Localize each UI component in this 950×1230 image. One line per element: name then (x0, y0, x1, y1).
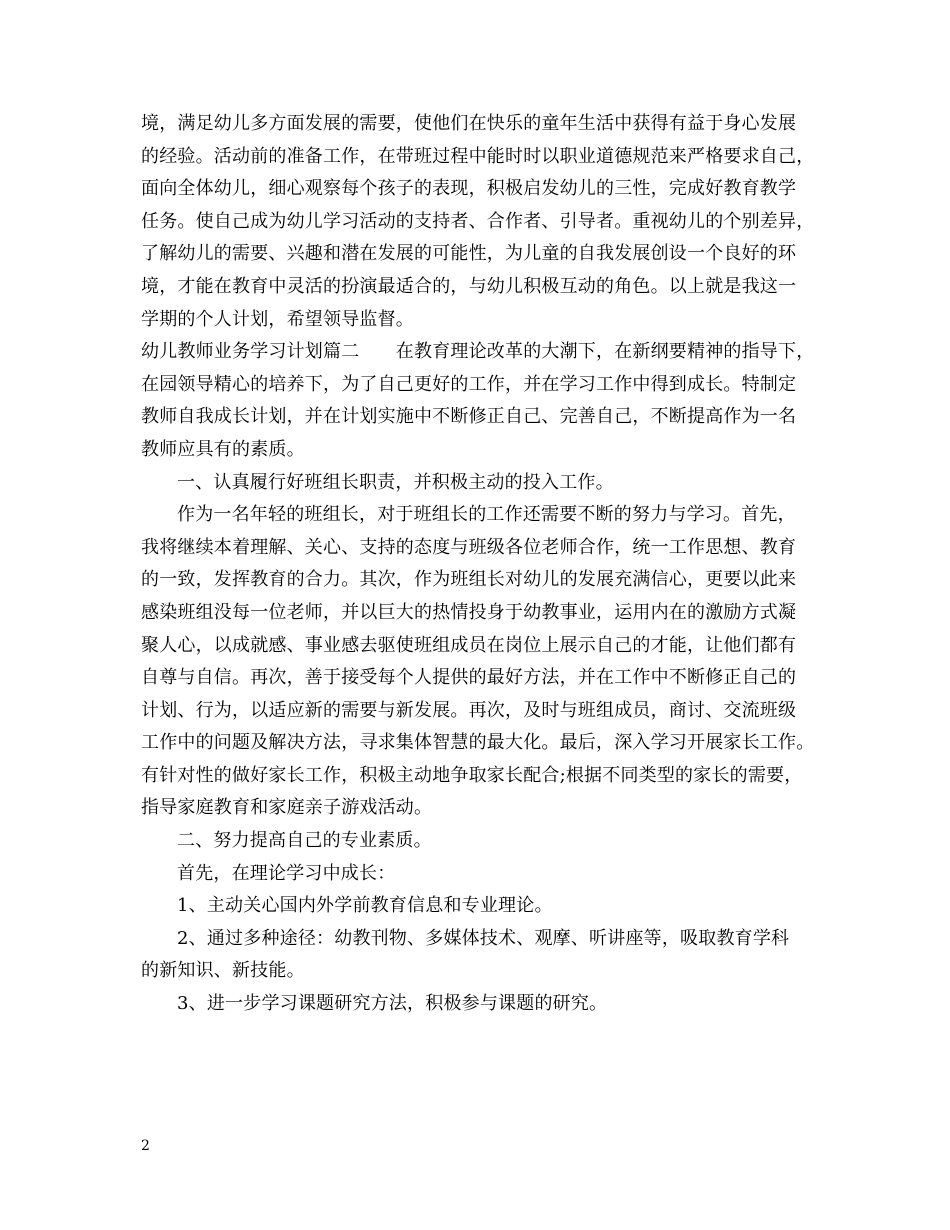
text-line: 的经验。活动前的准备工作，在带班过程中能时时以职业道德规范来严格要求自己， (141, 145, 815, 167)
text-line: 的一致，发挥教育的合力。其次，作为班组长对幼儿的发展充满信心，更要以此来 (141, 569, 797, 591)
text-line: 聚人心，以成就感、事业感去驱使班组成员在岗位上展示自己的才能，让他们都有 (141, 634, 797, 656)
text-line: 有针对性的做好家长工作，积极主动地争取家长配合;根据不同类型的家长的需要， (141, 764, 803, 786)
text-line: 1、主动关心国内外学前教育信息和专业理论。 (177, 895, 553, 917)
text-line: 2、通过多种途径：幼教刊物、多媒体技术、观摩、听讲座等，吸取教育学科 (177, 927, 790, 949)
text-line: 指导家庭教育和家庭亲子游戏活动。 (141, 797, 433, 819)
text-line: 3、进一步学习课题研究方法，积极参与课题的研究。 (177, 993, 608, 1015)
text-line: 了解幼儿的需要、兴趣和潜在发展的可能性，为儿童的自我发展创设一个良好的环 (141, 243, 797, 265)
text-line: 境，才能在教育中灵活的扮演最适合的，与幼儿积极互动的角色。以上就是我这一 (141, 275, 797, 297)
text-line: 学期的个人计划，希望领导监督。 (141, 308, 414, 330)
section-heading-line: 幼儿教师业务学习计划篇二 在教育理论改革的大潮下，在新纲要精神的指导下， (141, 341, 815, 363)
text-line: 自尊与自信。再次，善于接受每个人提供的最好方法，并在工作中不断修正自己的 (141, 667, 797, 689)
text-line: 一、认真履行好班组长职责，并积极主动的投入工作。 (177, 471, 614, 493)
text-line: 任务。使自己成为幼儿学习活动的支持者、合作者、引导者。重视幼儿的个别差异， (141, 210, 815, 232)
text-line: 感染班组没每一位老师，并以巨大的热情投身于幼教事业，运用内在的激励方式凝 (141, 601, 797, 623)
text-line: 的新知识、新技能。 (141, 960, 305, 982)
page-number: 2 (141, 1138, 150, 1154)
text-line: 工作中的问题及解决方法，寻求集体智慧的最大化。最后，深入学习开展家长工作。 (141, 732, 815, 754)
text-line: 面向全体幼儿，细心观察每个孩子的表现，积极启发幼儿的三性，完成好教育教学 (141, 178, 797, 200)
text-line: 作为一名年轻的班组长，对于班组长的工作还需要不断的努力与学习。首先， (177, 504, 796, 526)
text-line: 在园领导精心的培养下，为了自己更好的工作，并在学习工作中得到成长。特制定 (141, 373, 797, 395)
text-line: 二、努力提高自己的专业素质。 (177, 830, 432, 852)
text-line: 我将继续本着理解、关心、支持的态度与班级各位老师合作，统一工作思想、教育 (141, 536, 797, 558)
body-text (141, 108, 821, 1021)
text-line: 教师应具有的素质。 (141, 438, 305, 460)
text-line: 计划、行为，以适应新的需要与新发展。再次，及时与班组成员，商讨、交流班级 (141, 699, 797, 721)
text-line: 首先，在理论学习中成长： (177, 862, 396, 884)
text-line: 教师自我成长计划，并在计划实施中不断修正自己、完善自己，不断提高作为一名 (141, 406, 797, 428)
text-line: 境，满足幼儿多方面发展的需要，使他们在快乐的童年生活中获得有益于身心发展 (141, 113, 797, 134)
